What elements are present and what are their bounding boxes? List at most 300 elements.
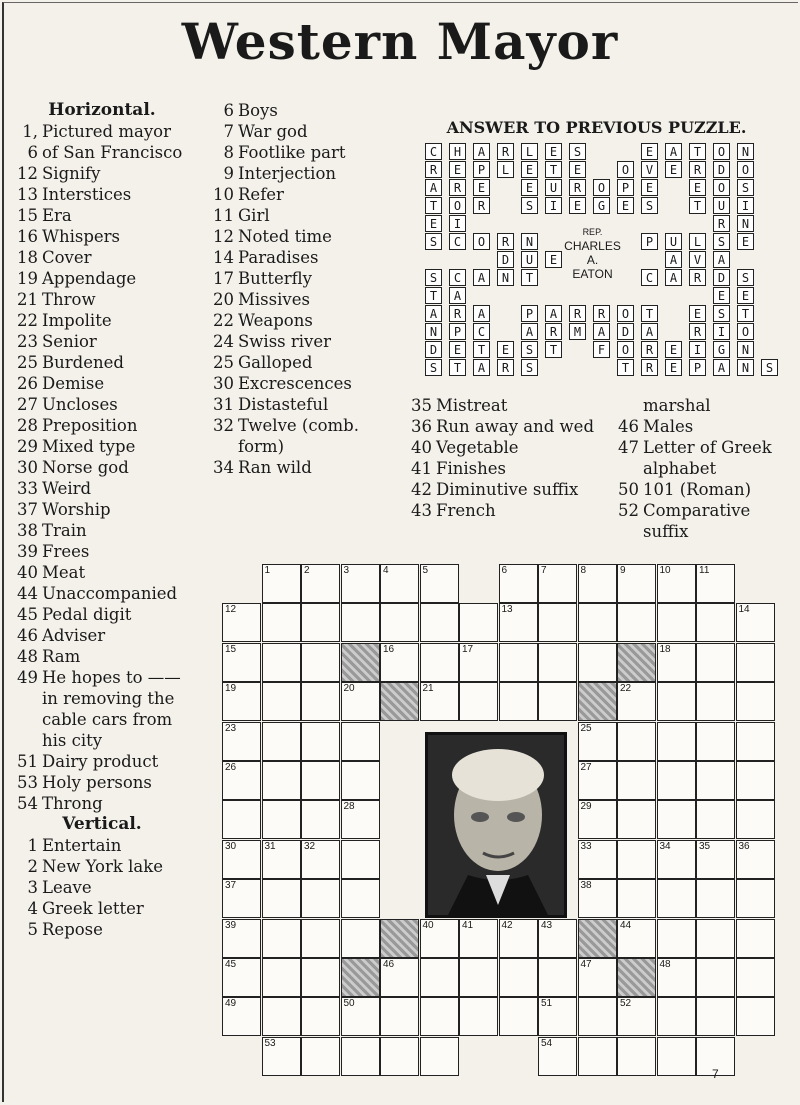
grid-black-cell <box>617 958 656 997</box>
grid-cell[interactable] <box>341 603 380 642</box>
answer-cell: A <box>665 143 682 160</box>
clue-text: He hopes to —— in removing the cable cars from his city <box>42 668 181 750</box>
grid-cell[interactable] <box>657 682 696 721</box>
grid-cell[interactable] <box>617 800 656 839</box>
grid-cell[interactable] <box>499 997 538 1036</box>
grid-cell[interactable] <box>262 761 301 800</box>
answer-cell: R <box>569 179 586 196</box>
clue-item <box>12 289 192 310</box>
answer-cell: E <box>641 179 658 196</box>
clue-item <box>204 142 394 163</box>
grid-cell[interactable] <box>341 682 380 721</box>
clue-text: 101 (Roman) <box>643 480 752 499</box>
answer-cell: T <box>737 305 754 322</box>
clue-number: 17 <box>213 269 234 288</box>
grid-cell[interactable] <box>262 840 301 879</box>
grid-cell[interactable] <box>657 800 696 839</box>
answer-cell: E <box>545 251 562 268</box>
grid-cell[interactable] <box>736 722 775 761</box>
clue-number: 22 <box>213 311 234 330</box>
answer-cell: P <box>449 323 466 340</box>
grid-cell-number: 8 <box>580 565 587 576</box>
grid-cell[interactable] <box>222 840 261 879</box>
grid-cell[interactable] <box>696 958 735 997</box>
clue-text: Adviser <box>42 626 106 645</box>
grid-cell[interactable] <box>696 761 735 800</box>
grid-cell[interactable] <box>459 997 498 1036</box>
answer-cell: E <box>665 341 682 358</box>
grid-cell-number: 10 <box>659 565 671 576</box>
grid-cell[interactable] <box>736 800 775 839</box>
answer-cell: C <box>473 323 490 340</box>
clue-number: 34 <box>213 458 234 477</box>
grid-cell[interactable] <box>262 682 301 721</box>
answer-cell: S <box>713 305 730 322</box>
answer-cell: T <box>425 287 442 304</box>
grid-cell-number: 31 <box>264 840 276 852</box>
clue-item <box>404 479 609 500</box>
answer-cell: G <box>713 341 730 358</box>
grid-black-cell <box>578 919 617 958</box>
grid-cell[interactable] <box>696 722 735 761</box>
grid-cell-number: 47 <box>580 959 592 970</box>
clue-number: 1 <box>27 836 38 855</box>
grid-cell[interactable] <box>341 800 380 839</box>
grid-cell[interactable] <box>301 800 340 839</box>
grid-cell[interactable] <box>617 879 656 918</box>
answer-cell: E <box>737 233 754 250</box>
clue-number: 1, 6 <box>22 122 38 162</box>
grid-cell[interactable] <box>301 603 340 642</box>
answer-cell: E <box>497 341 514 358</box>
clue-item <box>12 541 192 562</box>
answer-cell: A <box>473 305 490 322</box>
clue-item <box>12 583 192 604</box>
grid-cell-number: 1 <box>264 565 271 576</box>
grid-cell[interactable] <box>459 682 498 721</box>
grid-cell-number: 16 <box>383 643 395 655</box>
grid-cell[interactable] <box>262 643 301 682</box>
clue-item <box>12 457 192 478</box>
grid-cell[interactable] <box>262 1037 301 1076</box>
clue-item <box>204 226 394 247</box>
grid-cell-number: 42 <box>501 919 513 931</box>
clue-text: Whispers <box>42 227 121 246</box>
clue-text: Letter of Greek alphabet <box>643 438 772 478</box>
grid-cell[interactable] <box>578 879 617 918</box>
grid-cell-number: 22 <box>620 683 632 695</box>
answer-cell: E <box>521 179 538 196</box>
grid-cell[interactable] <box>301 643 340 682</box>
grid-cell[interactable] <box>736 919 775 958</box>
grid-cell[interactable] <box>301 722 340 761</box>
answer-cell: U <box>713 197 730 214</box>
grid-cell[interactable] <box>696 800 735 839</box>
clue-item <box>12 184 192 205</box>
grid-cell[interactable] <box>499 958 538 997</box>
grid-cell[interactable] <box>696 840 735 879</box>
grid-cell[interactable] <box>657 643 696 682</box>
grid-cell[interactable] <box>262 800 301 839</box>
grid-cell[interactable] <box>657 919 696 958</box>
grid-cell[interactable] <box>617 603 656 642</box>
clue-number: 14 <box>213 248 234 267</box>
grid-cell[interactable] <box>578 1037 617 1076</box>
grid-cell[interactable] <box>459 958 498 997</box>
grid-cell[interactable] <box>736 879 775 918</box>
clue-text: Cover <box>42 248 92 267</box>
grid-cell-number: 50 <box>343 998 355 1010</box>
clue-number: 29 <box>17 437 38 456</box>
grid-cell[interactable] <box>578 643 617 682</box>
grid-cell[interactable] <box>538 682 577 721</box>
grid-cell[interactable] <box>420 564 459 603</box>
clue-number: 37 <box>17 500 38 519</box>
answer-cell: N <box>737 341 754 358</box>
grid-cell[interactable] <box>736 761 775 800</box>
clue-text: Diminutive suffix <box>436 480 579 499</box>
grid-cell[interactable] <box>578 564 617 603</box>
grid-cell-number: 27 <box>580 762 592 773</box>
grid-cell[interactable] <box>222 603 261 642</box>
answer-cell: S <box>569 143 586 160</box>
answer-cell: R <box>689 323 706 340</box>
clue-text: marshal <box>643 396 711 415</box>
grid-cell[interactable] <box>736 997 775 1036</box>
grid-cell[interactable] <box>736 958 775 997</box>
grid-cell[interactable] <box>341 761 380 800</box>
answer-center-line1: CHARLES <box>564 239 621 253</box>
grid-cell[interactable] <box>301 1037 340 1076</box>
answer-cell: N <box>737 143 754 160</box>
grid-cell[interactable] <box>222 682 261 721</box>
grid-cell[interactable] <box>262 564 301 603</box>
grid-cell[interactable] <box>578 997 617 1036</box>
clue-item <box>204 205 394 226</box>
grid-cell[interactable] <box>380 643 419 682</box>
answer-cell: R <box>689 161 706 178</box>
clue-item <box>12 310 192 331</box>
answer-cell: A <box>545 305 562 322</box>
answer-cell: E <box>665 359 682 376</box>
grid-cell[interactable] <box>538 564 577 603</box>
grid-cell[interactable] <box>301 761 340 800</box>
grid-cell[interactable] <box>341 722 380 761</box>
answer-cell: O <box>449 197 466 214</box>
clue-item <box>204 415 394 457</box>
grid-cell[interactable] <box>222 879 261 918</box>
grid-cell[interactable] <box>499 682 538 721</box>
grid-cell-number: 28 <box>343 801 355 813</box>
grid-cell-number: 53 <box>264 1037 276 1049</box>
grid-cell[interactable] <box>380 1037 419 1076</box>
grid-black-cell <box>341 643 380 682</box>
grid-cell[interactable] <box>736 603 775 642</box>
answer-cell: P <box>521 305 538 322</box>
grid-cell-number: 23 <box>225 722 237 734</box>
clue-item <box>609 416 794 437</box>
grid-cell[interactable] <box>499 564 538 603</box>
grid-cell[interactable] <box>301 997 340 1036</box>
grid-cell[interactable] <box>341 919 380 958</box>
grid-cell[interactable] <box>262 603 301 642</box>
grid-cell[interactable] <box>617 919 656 958</box>
grid-cell[interactable] <box>538 958 577 997</box>
answer-cell: V <box>641 161 658 178</box>
answer-cell: E <box>425 215 442 232</box>
clue-item <box>12 919 192 940</box>
grid-cell[interactable] <box>538 603 577 642</box>
grid-cell[interactable] <box>262 997 301 1036</box>
grid-cell-number: 6 <box>501 565 508 576</box>
answer-cell: A <box>473 269 490 286</box>
grid-cell[interactable] <box>262 958 301 997</box>
grid-cell[interactable] <box>262 722 301 761</box>
grid-cell[interactable] <box>696 997 735 1036</box>
answer-center-line3: EATON <box>572 267 613 281</box>
grid-cell[interactable] <box>578 800 617 839</box>
grid-cell[interactable] <box>657 564 696 603</box>
grid-cell[interactable] <box>696 564 735 603</box>
clues-column-2 <box>204 100 394 478</box>
clue-item <box>12 499 192 520</box>
grid-cell[interactable] <box>617 722 656 761</box>
clue-text: Entertain <box>42 836 122 855</box>
grid-cell[interactable] <box>499 603 538 642</box>
grid-cell[interactable] <box>696 919 735 958</box>
grid-cell[interactable] <box>420 919 459 958</box>
grid-cell[interactable] <box>222 761 261 800</box>
grid-cell[interactable] <box>459 643 498 682</box>
grid-cell-number: 40 <box>422 919 434 931</box>
grid-cell[interactable] <box>341 1037 380 1076</box>
grid-cell[interactable] <box>657 997 696 1036</box>
grid-cell[interactable] <box>222 997 261 1036</box>
clue-item <box>204 310 394 331</box>
clue-item <box>12 268 192 289</box>
grid-cell[interactable] <box>696 879 735 918</box>
grid-cell[interactable] <box>301 682 340 721</box>
grid-cell-number: 2 <box>304 565 310 576</box>
grid-cell[interactable] <box>736 643 775 682</box>
clue-number: 46 <box>17 626 38 645</box>
answer-cell: L <box>689 233 706 250</box>
clue-item <box>12 835 192 856</box>
answer-cell: S <box>737 179 754 196</box>
clue-number: 54 <box>17 794 38 813</box>
grid-cell[interactable] <box>262 919 301 958</box>
grid-cell[interactable] <box>538 919 577 958</box>
grid-cell[interactable] <box>301 564 340 603</box>
grid-cell[interactable] <box>657 840 696 879</box>
grid-cell[interactable] <box>696 643 735 682</box>
grid-cell-number: 3 <box>343 565 350 576</box>
grid-cell[interactable] <box>578 761 617 800</box>
grid-cell[interactable] <box>420 682 459 721</box>
answer-cell: S <box>641 197 658 214</box>
grid-cell[interactable] <box>657 603 696 642</box>
grid-cell[interactable] <box>696 682 735 721</box>
clue-text: Comparative suffix <box>643 501 751 541</box>
answer-cell: A <box>521 323 538 340</box>
answer-cell: S <box>425 269 442 286</box>
answer-cell: R <box>497 143 514 160</box>
grid-cell[interactable] <box>380 564 419 603</box>
answer-cell: R <box>545 323 562 340</box>
clue-text: Appendage <box>42 269 137 288</box>
answer-cell: U <box>545 179 562 196</box>
grid-cell[interactable] <box>341 840 380 879</box>
grid-cell[interactable] <box>578 603 617 642</box>
grid-cell[interactable] <box>301 879 340 918</box>
clue-number: 38 <box>17 521 38 540</box>
grid-cell[interactable] <box>499 643 538 682</box>
clue-text: Unaccompanied <box>42 584 178 603</box>
clue-item <box>12 646 192 667</box>
clue-number: 44 <box>17 584 38 603</box>
grid-cell[interactable] <box>341 997 380 1036</box>
answer-cell: D <box>713 161 730 178</box>
clue-number: 39 <box>17 542 38 561</box>
grid-cell[interactable] <box>380 603 419 642</box>
grid-cell[interactable] <box>578 722 617 761</box>
grid-cell[interactable] <box>301 840 340 879</box>
grid-cell[interactable] <box>420 997 459 1036</box>
clue-text: Signify <box>42 164 101 183</box>
grid-cell[interactable] <box>420 958 459 997</box>
clue-number: 36 <box>411 417 432 436</box>
clue-text: Impolite <box>42 311 112 330</box>
grid-cell[interactable] <box>420 603 459 642</box>
grid-cell[interactable] <box>578 840 617 879</box>
grid-cell[interactable] <box>578 958 617 997</box>
answer-cell: O <box>617 305 634 322</box>
grid-black-cell <box>380 682 419 721</box>
grid-cell[interactable] <box>301 919 340 958</box>
answer-cell: L <box>497 161 514 178</box>
clue-number: 25 <box>213 353 234 372</box>
clue-text: Frees <box>42 542 90 561</box>
grid-cell[interactable] <box>617 997 656 1036</box>
answer-cell: R <box>497 359 514 376</box>
answer-cell: A <box>473 143 490 160</box>
grid-cell[interactable] <box>538 1037 577 1076</box>
clue-item <box>404 500 609 521</box>
grid-black-cell <box>578 682 617 721</box>
grid-cell[interactable] <box>617 1037 656 1076</box>
answer-cell: R <box>593 305 610 322</box>
grid-cell[interactable] <box>499 919 538 958</box>
clue-text: Mistreat <box>436 396 508 415</box>
grid-cell[interactable] <box>736 840 775 879</box>
clue-number: 18 <box>17 248 38 267</box>
answer-cell: P <box>473 161 490 178</box>
clue-item <box>204 268 394 289</box>
grid-cell[interactable] <box>420 1037 459 1076</box>
grid-cell[interactable] <box>657 879 696 918</box>
clue-text: Throw <box>42 290 96 309</box>
grid-cell[interactable] <box>222 643 261 682</box>
clue-item <box>204 373 394 394</box>
answer-cell: O <box>737 323 754 340</box>
answer-cell: N <box>737 215 754 232</box>
answer-cell: D <box>713 269 730 286</box>
clue-text: Senior <box>42 332 97 351</box>
clue-text: Leave <box>42 878 92 897</box>
clue-item <box>204 121 394 142</box>
grid-cell-number: 38 <box>580 880 592 892</box>
grid-cell[interactable] <box>657 761 696 800</box>
clue-number: 25 <box>17 353 38 372</box>
clue-item <box>12 394 192 415</box>
clue-number: 23 <box>17 332 38 351</box>
grid-cell[interactable] <box>538 997 577 1036</box>
grid-cell[interactable] <box>459 919 498 958</box>
grid-cell[interactable] <box>222 919 261 958</box>
grid-cell-number: 4 <box>383 565 389 576</box>
grid-cell[interactable] <box>341 564 380 603</box>
answer-cell: O <box>593 179 610 196</box>
answer-cell: I <box>713 323 730 340</box>
answer-cell: I <box>449 215 466 232</box>
answer-cell: R <box>497 233 514 250</box>
answer-cell: T <box>545 161 562 178</box>
grid-cell[interactable] <box>538 643 577 682</box>
grid-cell[interactable] <box>222 958 261 997</box>
answer-cell: I <box>737 197 754 214</box>
grid-cell[interactable] <box>617 682 656 721</box>
answer-cell: S <box>521 359 538 376</box>
answer-cell: I <box>545 197 562 214</box>
clue-item <box>404 458 609 479</box>
grid-cell[interactable] <box>617 840 656 879</box>
grid-cell[interactable] <box>657 722 696 761</box>
grid-cell[interactable] <box>736 682 775 721</box>
grid-cell[interactable] <box>341 879 380 918</box>
grid-cell[interactable] <box>657 1037 696 1076</box>
clue-item <box>204 394 394 415</box>
clue-text: Meat <box>42 563 86 582</box>
grid-cell-number: 41 <box>462 919 474 931</box>
grid-cell[interactable] <box>420 643 459 682</box>
grid-cell[interactable] <box>380 958 419 997</box>
clue-text: Greek letter <box>42 899 144 918</box>
answer-cell: E <box>713 287 730 304</box>
clue-number: 41 <box>411 459 432 478</box>
grid-cell-number: 39 <box>225 919 237 931</box>
answer-cell: E <box>737 287 754 304</box>
grid-cell[interactable] <box>222 800 261 839</box>
grid-cell[interactable] <box>222 722 261 761</box>
grid-cell[interactable] <box>617 761 656 800</box>
grid-cell[interactable] <box>617 564 656 603</box>
grid-cell[interactable] <box>459 603 498 642</box>
answer-cell: S <box>761 359 778 376</box>
clue-text: Holy persons <box>42 773 152 792</box>
grid-cell[interactable] <box>301 958 340 997</box>
clue-text: Uncloses <box>42 395 118 414</box>
answer-cell: R <box>713 215 730 232</box>
grid-black-cell <box>341 958 380 997</box>
grid-cell[interactable] <box>696 603 735 642</box>
clue-text: New York lake <box>42 857 163 876</box>
clue-item <box>609 395 794 416</box>
grid-cell[interactable] <box>380 997 419 1036</box>
grid-cell[interactable] <box>262 879 301 918</box>
grid-cell[interactable] <box>657 958 696 997</box>
clue-number: 45 <box>17 605 38 624</box>
answer-cell: S <box>521 197 538 214</box>
